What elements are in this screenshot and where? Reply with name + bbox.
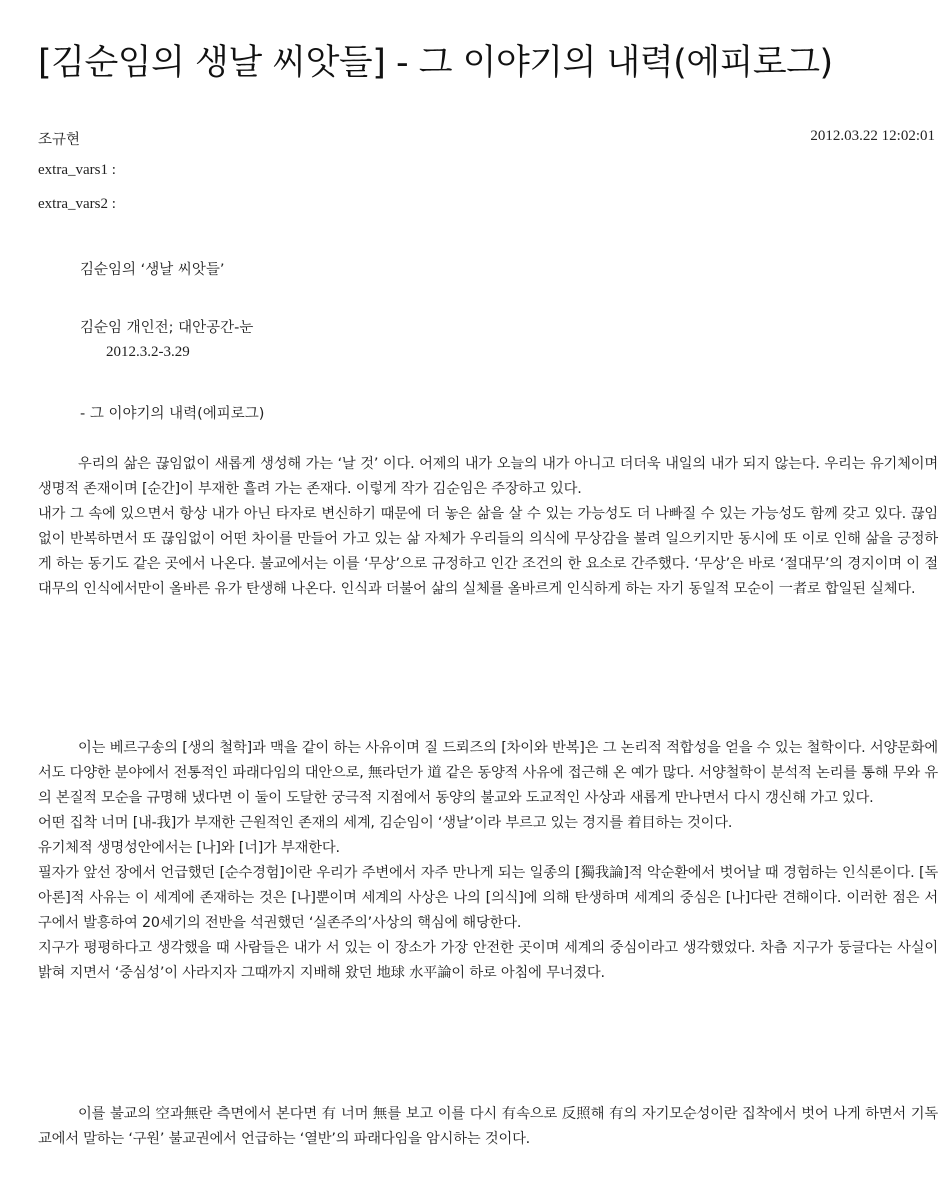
post-datetime: 2012.03.22 12:02:01 xyxy=(810,128,935,144)
paragraph: 지구가 평평하다고 생각했을 때 사람들은 내가 서 있는 이 장소가 가장 안전한 곳이며 세계의 중심이라고 생각했었다. 차츰 지구가 둥글다는 사실이 밝혀 지면서 ‘중심성’이 사라지자 그때까지 지배해 왔던 地球 水平論이 하로 아침에 무너졌다. xyxy=(38,940,938,981)
body-section-3 xyxy=(38,1102,938,1152)
paragraph: 이는 베르구송의 [생의 철학]과 맥을 같이 하는 사유이며 질 드뢰즈의 [차이와 반복]은 그 논리적 적합성을 얻을 수 있는 철학이다. 서양문화에서도 다양한 분야에서 전통적인 파래다임의 대안으로, 無라던가 道 같은 동양적 사유에 접근해 온 예가 많다. 서양철학이 분석적 논리를 통해 무와 유의 본질적 모순을 규명해 냈다면 이 둘이 도달한 궁극적 지점에서 동양의 불교와 도교적인 사상과 새롭게 만나면서 다시 갱신해 가고 있다. xyxy=(38,740,938,806)
document-title: [김순임의 생날 씨앗들] - 그 이야기의 내력(에피로그) xyxy=(38,43,833,83)
paragraph: 내가 그 속에 있으면서 항상 내가 아닌 타자로 변신하기 때문에 더 놓은 삶을 살 수 있는 가능성도 더 나빠질 수 있는 가능성도 함께 갖고 있다. 끊임 없이 반복하면서 또 끊임없이 어떤 차이를 만들어 가고 있는 삶 자체가 우리들의 의식에 무상감을 불려 일으키지만 동시에 또 이로 인해 삶을 긍정하게 하는 동기도 같은 곳에서 나온다. 불교에서는 이를 ‘무상’으로 규정하고 인간 조건의 한 요소로 간주했다. ‘무상’은 바로 ‘절대무’의 경지이며 이 절대무의 인식에서만이 올바른 유가 탄생해 나온다. 인식과 더불어 삶의 실체를 올바르게 인식하게 하는 자기 동일적 모순이 一者로 합일된 실체다. xyxy=(38,506,938,597)
body-section-2 xyxy=(38,736,938,986)
paragraph: 이를 불교의 空과無란 측면에서 본다면 有 너머 無를 보고 이를 다시 有속으로 反照해 有의 자기모순성이란 집착에서 벗어 나게 하면서 기독교에서 말하는 ‘구원’ 불교권에서 언급하는 ‘열반’의 파래다임을 암시하는 것이다. xyxy=(38,1106,938,1147)
author-name: 조규현 xyxy=(38,132,81,148)
extra-vars-1: extra_vars1 : xyxy=(38,162,116,178)
extra-vars-2: extra_vars2 : xyxy=(38,196,116,212)
paragraph: 우리의 삶은 끊임없이 새롭게 생성해 가는 ‘날 것’ 이다. 어제의 내가 오늘의 내가 아니고 더더욱 내일의 내가 되지 않는다. 우리는 유기체이며 생명적 존재이며 [순간]이 부재한 흘려 가는 존재다. 이렇게 작가 김순임은 주장하고 있다. xyxy=(38,456,938,497)
paragraph: 어떤 집착 너머 [내-我]가 부재한 근원적인 존재의 세계, 김순임이 ‘생날’이라 부르고 있는 경지를 着目하는 것이다. xyxy=(38,815,733,831)
exhibition-subtitle: 김순임의 ‘생날 씨앗들’ xyxy=(80,262,225,278)
epilogue-heading: - 그 이야기의 내력(에피로그) xyxy=(80,406,265,422)
body-section-1 xyxy=(38,452,938,602)
paragraph: 유기체적 생명성안에서는 [나]와 [너]가 부재한다. xyxy=(38,840,340,856)
exhibition-period: 2012.3.2-3.29 xyxy=(106,344,190,360)
exhibition-venue: 김순임 개인전; 대안공간-눈 xyxy=(80,320,254,336)
paragraph: 필자가 앞선 장에서 언급했던 [순수경험]이란 우리가 주변에서 자주 만나게 되는 일종의 [獨我論]적 악순환에서 벗어날 때 경험하는 인식론이다. [독아론]적 사유는 이 세계에 존재하는 것은 [나]뿐이며 세계의 사상은 나의 [의식]에 의해 탄생하며 세계의 중심은 [나]다란 견해이다. 이러한 점은 서구에서 발흥하여 20세기의 전반을 석권했던 ‘실존주의’사상의 핵심에 해당한다. xyxy=(38,865,938,931)
